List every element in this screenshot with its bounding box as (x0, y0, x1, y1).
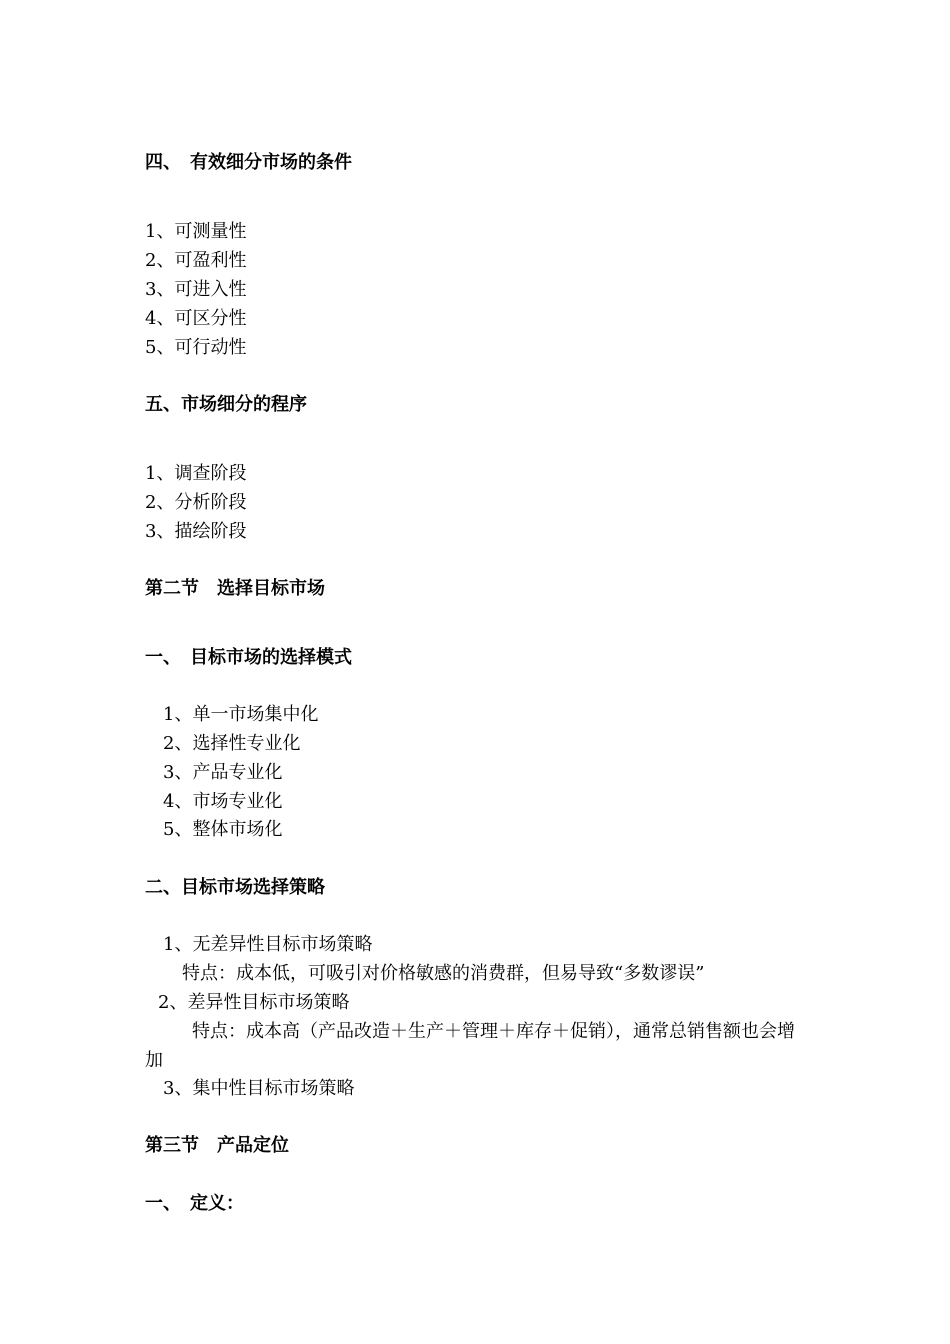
list-item: 5、整体市场化 (163, 819, 283, 840)
list-item: 2、差异性目标市场策略 (158, 992, 350, 1013)
part-heading-1: 一、 目标市场的选择模式 (145, 647, 352, 668)
list-item: 5、可行动性 (145, 337, 247, 358)
section-heading-4: 四、 有效细分市场的条件 (145, 152, 352, 173)
list-item: 2、可盈利性 (145, 250, 247, 271)
chapter-heading-2: 第二节 选择目标市场 (145, 578, 325, 599)
list-item: 1、单一市场集中化 (163, 704, 319, 725)
list-item: 3、集中性目标市场策略 (163, 1078, 355, 1099)
part-heading-2: 二、目标市场选择策略 (145, 877, 325, 898)
chapter-heading-3: 第三节 产品定位 (145, 1135, 289, 1156)
list-item: 2、分析阶段 (145, 492, 247, 513)
list-item: 4、可区分性 (145, 308, 247, 329)
section-heading-5: 五、市场细分的程序 (145, 394, 307, 415)
item-note: 特点：成本低，可吸引对价格敏感的消费群，但易导致“多数谬误” (182, 963, 705, 984)
list-item: 3、产品专业化 (163, 762, 283, 783)
list-item: 2、选择性专业化 (163, 733, 301, 754)
list-item: 4、市场专业化 (163, 791, 283, 812)
part-heading-1: 一、 定义： (145, 1193, 244, 1214)
list-item: 3、可进入性 (145, 279, 247, 300)
list-item: 3、描绘阶段 (145, 521, 247, 542)
list-item: 1、可测量性 (145, 221, 247, 242)
list-item: 1、无差异性目标市场策略 (163, 934, 373, 955)
list-item: 1、调查阶段 (145, 463, 247, 484)
item-note: 特点：成本高（产品改造＋生产＋管理＋库存＋促销），通常总销售额也会增加 (145, 1021, 795, 1071)
